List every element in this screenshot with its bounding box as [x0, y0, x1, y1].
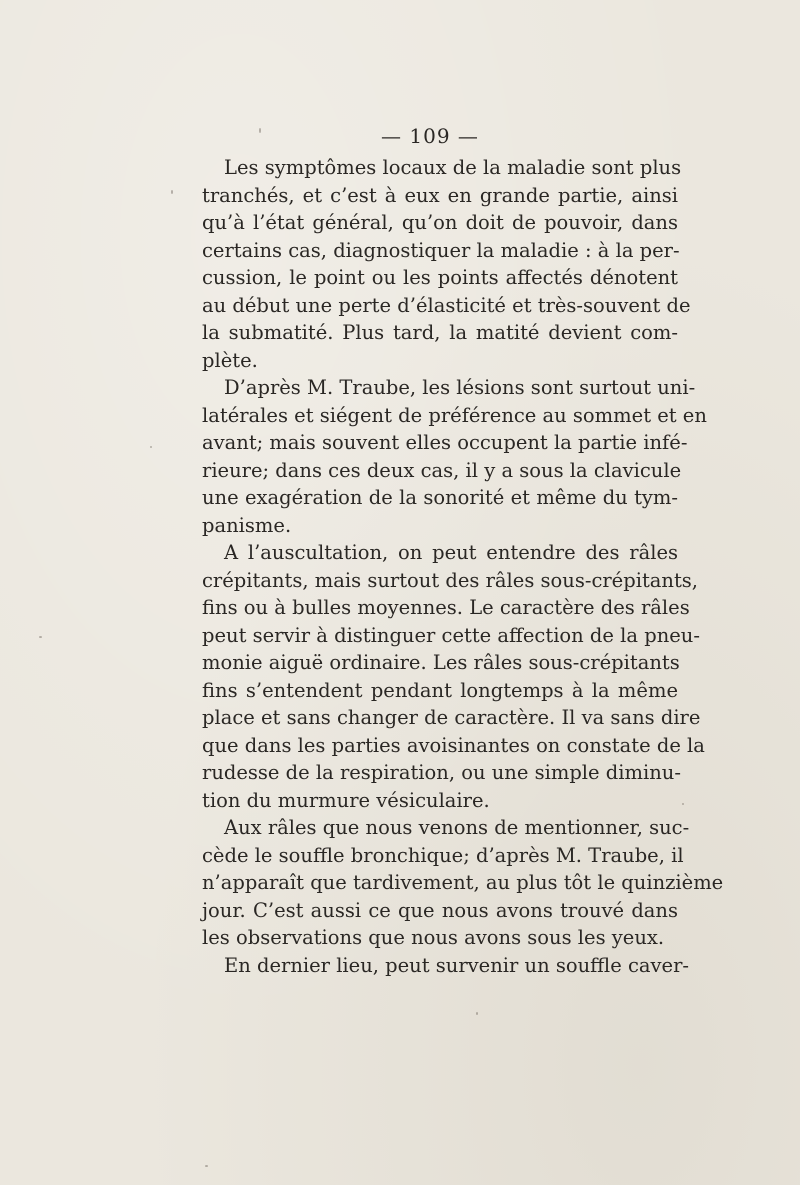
text-line: plète. [202, 348, 258, 372]
text-line: peut servir à distinguer cette affection de la pneu- [202, 623, 700, 647]
ink-speck [205, 1165, 208, 1167]
text-line: avant; mais souvent elles occupent la partie infé- [202, 431, 688, 454]
ink-speck [150, 446, 152, 448]
body-text [202, 154, 724, 979]
text-line: cède le souffle bronchique; d’après M. Traube, il [202, 843, 684, 867]
text-line: D’après M. Traube, les lésions sont surtout uni- [224, 376, 696, 399]
text-line: n’apparaît que tardivement, au plus tôt le quinzième [202, 871, 724, 894]
text-line: tion du murmure vésiculaire. [202, 788, 490, 812]
text-line: panisme. [202, 513, 292, 537]
ink-speck [171, 190, 173, 194]
text-line: certains cas, diagnostiquer la maladie : à la per- [202, 238, 680, 262]
text-line: cussion, le point ou les points affectés dénotent [202, 266, 678, 289]
text-line: tranchés, et c’est à eux en grande partie, ainsi [202, 183, 678, 207]
text-line: les observations que nous avons sous les yeux. [202, 926, 665, 949]
text-line: Aux râles que nous venons de mentionner, suc- [224, 816, 690, 839]
ink-speck [39, 636, 42, 638]
text-line: une exagération de la sonorité et même du tym- [202, 486, 678, 509]
text-line: Les symptômes locaux de la maladie sont plus [224, 156, 682, 179]
text-line: monie aiguë ordinaire. Les râles sous-crépitants [202, 651, 680, 674]
text-line: que dans les parties avoisinantes on constate de la [202, 733, 705, 757]
ink-speck [476, 1012, 478, 1015]
text-line: latérales et siégent de préférence au sommet et en [202, 403, 707, 427]
text-line: place et sans changer de caractère. Il va sans dire [202, 706, 701, 729]
text-line: la submatité. Plus tard, la matité devient com- [202, 321, 678, 344]
text-line: rieure; dans ces deux cas, il y a sous la clavicule [202, 458, 682, 482]
text-line: qu’à l’état général, qu’on doit de pouvoir, dans [202, 211, 678, 234]
ink-speck [682, 803, 684, 805]
text-line: A l’auscultation, on peut entendre des râles [224, 541, 678, 564]
text-line: fins s’entendent pendant longtemps à la même [202, 678, 678, 702]
text-line: fins ou à bulles moyennes. Le caractère des râles [202, 596, 690, 619]
text-line: jour. C’est aussi ce que nous avons trouvé dans [202, 898, 678, 922]
page-number: — 109 — [381, 124, 479, 148]
text-line: au début une perte d’élasticité et très-souvent de [202, 293, 691, 317]
text-line: En dernier lieu, peut survenir un souffle caver- [224, 953, 690, 977]
text-line: rudesse de la respiration, ou une simple diminu- [202, 761, 681, 784]
text-line: crépitants, mais surtout des râles sous-crépitants, [202, 568, 699, 592]
